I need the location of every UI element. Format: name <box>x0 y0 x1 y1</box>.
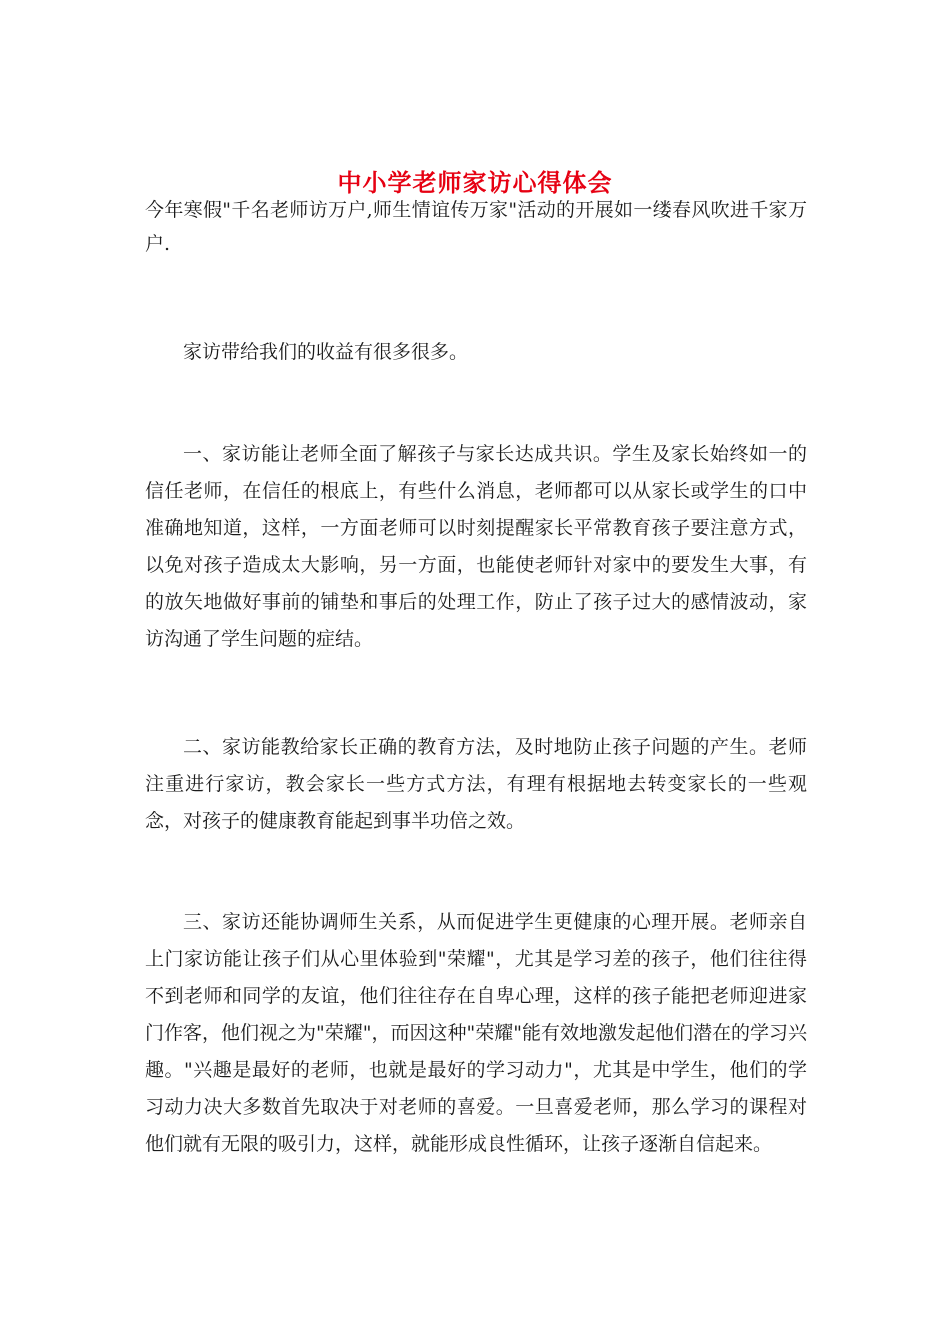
paragraph-point-three: 三、家访还能协调师生关系，从而促进学生更健康的心理开展。老师亲自上门家访能让孩子们从心里体验到"荣耀"，尤其是学习差的孩子，他们往往得不到老师和同学的友谊，他们往往存在自卑心理，这样的孩子能把老师迎进家门作客，他们视之为"荣耀"，而因这种"荣耀"能有效地激发起他们潜在的学习兴趣。"兴趣是最好的老师，也就是最好的学习动力"，尤其是中学生，他们的学习动力决大多数首先取决于对老师的喜爱。一旦喜爱老师，那么学习的课程对他们就有无限的吸引力，这样，就能形成良性循环，让孩子逐渐自信起来。 <box>145 911 807 1155</box>
paragraph-point-two: 二、家访能教给家长正确的教育方法，及时地防止孩子问题的产生。老师注重进行家访，教会家长一些方式方法，有理有根据地去转变家长的一些观念，对孩子的健康教育能起到事半功倍之效。 <box>145 736 807 832</box>
paragraph-point-one: 一、家访能让老师全面了解孩子与家长达成共识。学生及家长始终如一的信任老师，在信任的根底上，有些什么消息，老师都可以从家长或学生的口中准确地知道，这样，一方面老师可以时刻提醒家长平常教育孩子要注意方式，以免对孩子造成太大影响，另一方面，也能使老师针对家中的要发生大事，有的放矢地做好事前的铺垫和事后的处理工作，防止了孩子过大的感情波动，家访沟通了学生问题的症结。 <box>145 443 807 650</box>
intro-paragraph: 今年寒假"千名老师访万户,师生情谊传万家"活动的开展如一缕春风吹进千家万户. <box>145 199 807 255</box>
paragraph-benefits: 家访带给我们的收益有很多很多。 <box>183 341 469 363</box>
document-title: 中小学老师家访心得体会 <box>337 168 613 198</box>
